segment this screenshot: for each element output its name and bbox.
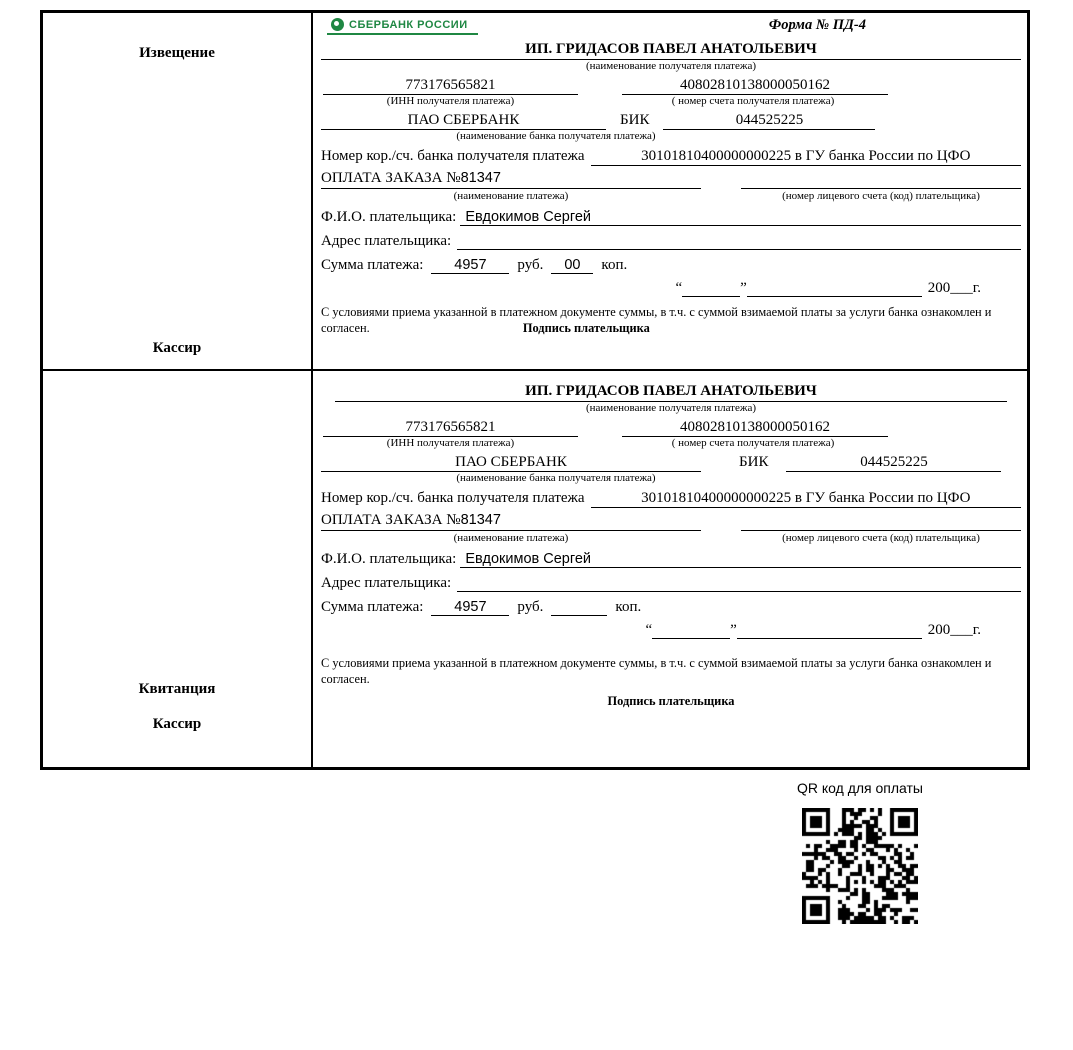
payer-name-label: Ф.И.О. плательщика: — [321, 209, 457, 225]
account-caption: ( номер счета получателя платежа) — [671, 437, 835, 449]
inn-account-row — [321, 77, 1021, 95]
corr-account-row — [321, 490, 1021, 508]
payer-name-value: Евдокимов Сергей — [460, 209, 1021, 226]
agreement-block — [321, 304, 1021, 337]
agreement-block — [321, 655, 1021, 709]
payee-name-text: ИП. ГРИДАСОВ ПАВЕЛ АНАТОЛЬЕВИЧ — [525, 41, 817, 57]
bank-caption: (наименование банка получателя платежа) — [456, 130, 656, 142]
purpose-captions — [321, 190, 1021, 202]
sberbank-logo-icon — [331, 18, 344, 31]
purpose-row — [321, 170, 1021, 189]
purpose-caption: (наименование платежа) — [453, 532, 569, 544]
form-number: Форма № ПД-4 — [768, 17, 866, 33]
notice-stub — [43, 13, 313, 371]
payee-account-value: 40802810138000050162 — [622, 419, 888, 437]
agreement-text: С условиями приема указанной в платежном документе суммы, в т.ч. с суммой взимаемой платы за услуги банка ознакомлен и согласен. — [321, 656, 992, 687]
personal-account-caption: (номер лицевого счета (код) плательщика) — [782, 190, 980, 202]
signature-label: Подпись плательщика — [522, 321, 650, 336]
payee-name-caption: (наименование получателя платежа) — [585, 60, 757, 72]
rub-label: руб. — [517, 599, 544, 615]
payer-name-value: Евдокимов Сергей — [460, 551, 1021, 568]
agreement-text: С условиями приема указанной в платежном документе суммы, в т.ч. с суммой взимаемой платы за услуги банка ознакомлен и согласен. — [321, 305, 992, 336]
sberbank-logo — [327, 17, 478, 35]
amount-kop-field — [551, 601, 607, 616]
purpose-caption: (наименование платежа) — [453, 190, 569, 202]
bank-row — [321, 112, 1021, 130]
purpose-row — [321, 512, 1021, 531]
rub-label: руб. — [517, 257, 544, 273]
amount-rub-value: 4957 — [431, 599, 509, 616]
payee-name — [335, 383, 1007, 402]
date-month-field — [747, 282, 922, 297]
payee-inn-value: 773176565821 — [323, 419, 578, 437]
order-number: 81347 — [460, 512, 501, 528]
payer-address-field — [457, 577, 1021, 592]
amount-rub-value: 4957 — [431, 257, 509, 274]
corr-account-label: Номер кор./сч. банка получателя платежа — [321, 148, 585, 164]
corr-account-row — [321, 148, 1021, 166]
payer-address-label: Адрес плательщика: — [321, 575, 452, 591]
quote-open: “ — [675, 280, 683, 296]
signature-label: Подпись плательщика — [607, 693, 735, 708]
account-caption: ( номер счета получателя платежа) — [671, 95, 835, 107]
notice-label: Извещение — [139, 45, 215, 61]
amount-row — [321, 257, 1021, 274]
corr-account-value: 30101810400000000225 в ГУ банка России по ЦФО — [591, 148, 1021, 166]
sberbank-logo-text: СБЕРБАНК РОССИИ — [349, 18, 468, 31]
date-row — [321, 280, 981, 297]
payee-account-value: 40802810138000050162 — [622, 77, 888, 95]
payee-name-text: ИП. ГРИДАСОВ ПАВЕЛ АНАТОЛЬЕВИЧ — [525, 383, 817, 399]
date-day-field — [682, 282, 740, 297]
purpose-value — [321, 512, 701, 531]
inn-account-captions — [321, 95, 1021, 107]
corr-account-label: Номер кор./сч. банка получателя платежа — [321, 490, 585, 506]
payee-name — [321, 41, 1021, 60]
payer-name-row — [321, 209, 1021, 226]
payer-address-row — [321, 575, 1021, 592]
amount-row — [321, 599, 1021, 616]
bank-name-value: ПАО СБЕРБАНК — [321, 112, 606, 130]
quote-close: ” — [730, 622, 737, 638]
date-month-field — [737, 624, 922, 639]
qr-code — [802, 808, 918, 924]
bik-value: 044525225 — [786, 454, 1001, 472]
personal-account-field — [741, 516, 1021, 531]
payee-inn-value: 773176565821 — [323, 77, 578, 95]
quote-close: ” — [740, 280, 747, 296]
amount-label: Сумма платежа: — [321, 599, 424, 615]
bik-label: БИК — [620, 112, 650, 128]
bik-label: БИК — [739, 454, 769, 470]
personal-account-field — [741, 174, 1021, 189]
date-year-label: 200___г. — [927, 280, 981, 296]
inn-caption: (ИНН получателя платежа) — [386, 95, 515, 107]
notice-cashier-label: Кассир — [152, 340, 202, 356]
notice-form — [313, 13, 1027, 371]
notice-header-row — [321, 17, 1021, 41]
date-row — [321, 622, 981, 639]
bank-caption: (наименование банка получателя платежа) — [456, 472, 656, 484]
kop-label: коп. — [615, 599, 642, 615]
order-number: 81347 — [460, 170, 501, 186]
receipt-form — [313, 371, 1027, 767]
qr-label: QR код для оплаты — [796, 780, 923, 796]
bik-value: 044525225 — [663, 112, 875, 130]
purpose-text: ОПЛАТА ЗАКАЗА № — [321, 512, 461, 528]
inn-account-row — [321, 419, 1021, 437]
qr-section — [775, 780, 945, 924]
receipt-label: Квитанция — [138, 681, 216, 697]
payer-address-field — [457, 235, 1021, 250]
date-year-label: 200___г. — [927, 622, 981, 638]
receipt-cashier-label: Кассир — [152, 716, 202, 732]
payer-name-row — [321, 551, 1021, 568]
form-table — [40, 10, 1030, 770]
receipt-stub — [43, 371, 313, 767]
quote-open: “ — [645, 622, 653, 638]
inn-caption: (ИНН получателя платежа) — [386, 437, 515, 449]
purpose-captions — [321, 532, 1021, 544]
amount-label: Сумма платежа: — [321, 257, 424, 273]
date-day-field — [652, 624, 730, 639]
bank-row — [321, 454, 1021, 472]
payer-address-label: Адрес плательщика: — [321, 233, 452, 249]
personal-account-caption: (номер лицевого счета (код) плательщика) — [782, 532, 980, 544]
payer-name-label: Ф.И.О. плательщика: — [321, 551, 457, 567]
corr-account-value: 30101810400000000225 в ГУ банка России по ЦФО — [591, 490, 1021, 508]
payer-address-row — [321, 233, 1021, 250]
purpose-text: ОПЛАТА ЗАКАЗА № — [321, 170, 461, 186]
inn-account-captions — [321, 437, 1021, 449]
payee-name-caption: (наименование получателя платежа) — [585, 402, 757, 414]
purpose-value — [321, 170, 701, 189]
bank-name-value: ПАО СБЕРБАНК — [321, 454, 701, 472]
kop-label: коп. — [601, 257, 628, 273]
amount-kop-value: 00 — [551, 257, 593, 274]
